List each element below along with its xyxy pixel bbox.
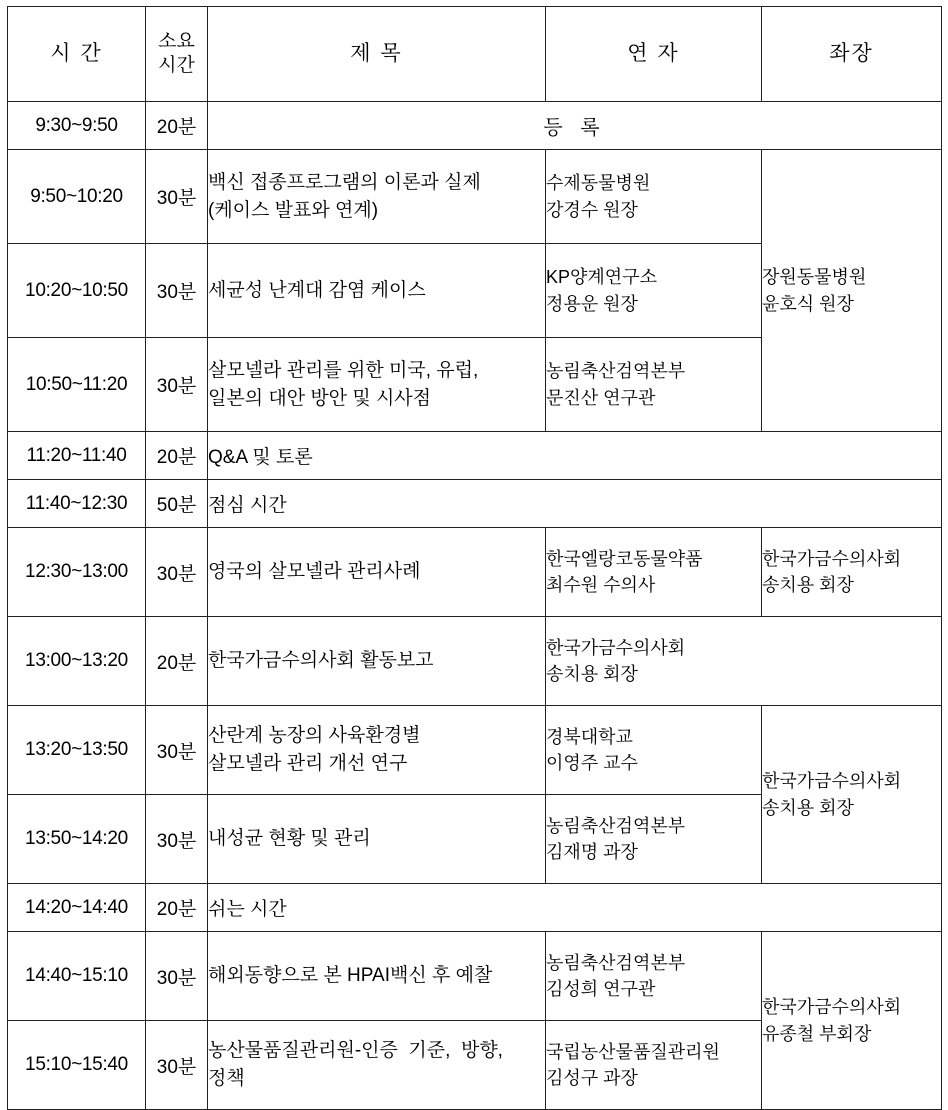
cell-title-line1: 한국가금수의사회 활동보고 (208, 650, 434, 672)
cell-speaker (546, 150, 762, 244)
cell-title (208, 706, 546, 795)
cell-time: 9:30~9:50 (8, 102, 146, 150)
cell-speaker-line1: 한국가금수의사회 (546, 637, 686, 658)
cell-duration: 30분 (146, 932, 208, 1021)
cell-speaker (546, 338, 762, 432)
header-duration (146, 7, 208, 102)
cell-title-line1: 해외동향으로 본 HPAI백신 후 예찰 (208, 965, 493, 987)
cell-duration: 30분 (146, 706, 208, 795)
cell-title-line1: 세균성 난계대 감염 케이스 (208, 279, 426, 301)
cell-chair-line2: 송치용 회장 (762, 575, 854, 595)
cell-title (208, 1021, 546, 1110)
cell-time: 13:20~13:50 (8, 706, 146, 795)
cell-time: 13:50~14:20 (8, 795, 146, 884)
cell-speaker-line2: 김재명 과장 (546, 842, 638, 862)
cell-title-line1: 산란계 농장의 사육환경별 (208, 725, 421, 747)
header-duration-line1: 소요 (158, 31, 195, 53)
program-schedule-table (7, 6, 942, 1110)
cell-time: 9:50~10:20 (8, 150, 146, 244)
cell-speaker-line1: 수제동물병원 (546, 173, 651, 194)
cell-speaker-line1: KP양계연구소 (546, 267, 657, 288)
table-header-row (8, 7, 942, 102)
cell-speaker-line2: 김성희 연구관 (546, 979, 656, 999)
cell-time: 15:10~15:40 (8, 1021, 146, 1110)
cell-chair-line1: 한국가금수의사회 (762, 997, 902, 1018)
header-time: 시 간 (8, 7, 146, 102)
cell-speaker-line2: 송치용 회장 (546, 664, 638, 684)
cell-speaker (546, 706, 762, 795)
cell-chair (762, 706, 942, 884)
cell-span-text: 점심 시간 (208, 480, 942, 528)
cell-speaker-line2: 김성구 과장 (546, 1068, 638, 1088)
header-duration-line2: 시간 (158, 55, 195, 76)
cell-span-text: 등 록 (208, 102, 942, 150)
cell-title-line1: 농산물품질관리원-인증 기준, 방향, (208, 1040, 503, 1062)
cell-speaker (546, 244, 762, 338)
cell-duration: 20분 (146, 884, 208, 932)
table-row (8, 432, 942, 480)
cell-duration: 20분 (146, 432, 208, 480)
cell-title-line1: 영국의 살모넬라 관리사례 (208, 561, 421, 583)
cell-time: 11:40~12:30 (8, 480, 146, 528)
cell-time: 10:20~10:50 (8, 244, 146, 338)
cell-time: 12:30~13:00 (8, 528, 146, 617)
cell-title (208, 150, 546, 244)
cell-title (208, 617, 546, 706)
cell-title-line2: 정책 (208, 1068, 245, 1089)
cell-duration: 30분 (146, 150, 208, 244)
cell-duration: 50분 (146, 480, 208, 528)
cell-title-line2: (케이스 발표와 연계) (208, 199, 379, 221)
cell-speaker (546, 617, 942, 706)
table-row (8, 480, 942, 528)
cell-duration: 30분 (146, 795, 208, 884)
cell-title (208, 338, 546, 432)
cell-chair (762, 932, 942, 1110)
cell-speaker (546, 795, 762, 884)
cell-chair-line1: 한국가금수의사회 (762, 548, 902, 569)
table-row (8, 932, 942, 1021)
cell-title-line2: 살모넬라 관리 개선 연구 (208, 753, 408, 774)
cell-speaker-line2: 이영주 교수 (546, 753, 638, 773)
header-title: 제 목 (208, 7, 546, 102)
cell-title-line1: 내성균 현황 및 관리 (208, 828, 371, 850)
cell-speaker-line1: 경북대학교 (546, 726, 633, 747)
cell-speaker-line2: 문진산 연구관 (546, 387, 656, 408)
cell-title (208, 932, 546, 1021)
cell-title (208, 795, 546, 884)
cell-speaker-line2: 최수원 수의사 (546, 575, 656, 595)
cell-speaker-line1: 농림축산검역본부 (546, 815, 686, 836)
table-row (8, 150, 942, 244)
header-speaker: 연 자 (546, 7, 762, 102)
cell-duration: 30분 (146, 338, 208, 432)
cell-time: 11:20~11:40 (8, 432, 146, 480)
cell-time: 13:00~13:20 (8, 617, 146, 706)
header-chair: 좌장 (762, 7, 942, 102)
cell-title (208, 244, 546, 338)
table-row (8, 884, 942, 932)
cell-speaker-line2: 정용운 원장 (546, 293, 638, 314)
cell-title-line2: 일본의 대안 방안 및 시사점 (208, 387, 432, 409)
cell-speaker-line2: 강경수 원장 (546, 199, 638, 220)
cell-speaker-line1: 국립농산물품질관리원 (546, 1041, 720, 1062)
cell-speaker-line1: 한국엘랑코동물약품 (546, 548, 703, 569)
table-row (8, 528, 942, 617)
cell-duration: 20분 (146, 617, 208, 706)
cell-title-line1: 살모넬라 관리를 위한 미국, 유럽, (208, 359, 479, 381)
cell-chair-line2: 송치용 회장 (762, 797, 854, 818)
cell-duration: 30분 (146, 528, 208, 617)
cell-span-text: 쉬는 시간 (208, 884, 942, 932)
cell-time: 10:50~11:20 (8, 338, 146, 432)
cell-duration: 30분 (146, 244, 208, 338)
cell-chair-line1: 한국가금수의사회 (762, 771, 902, 792)
cell-speaker (546, 932, 762, 1021)
cell-chair-line2: 윤호식 원장 (762, 293, 854, 314)
cell-title-line1: 백신 접종프로그램의 이론과 실제 (208, 171, 481, 193)
cell-speaker-line1: 농림축산검역본부 (546, 361, 686, 382)
cell-span-text: Q&A 및 토론 (208, 432, 942, 480)
cell-speaker-line1: 농림축산검역본부 (546, 952, 686, 973)
cell-chair (762, 150, 942, 432)
table-row (8, 102, 942, 150)
cell-chair-line1: 장원동물병원 (762, 267, 867, 288)
cell-speaker (546, 1021, 762, 1110)
table-row (8, 617, 942, 706)
cell-time: 14:40~15:10 (8, 932, 146, 1021)
cell-duration: 30분 (146, 1021, 208, 1110)
cell-duration: 20분 (146, 102, 208, 150)
cell-speaker (546, 528, 762, 617)
cell-time: 14:20~14:40 (8, 884, 146, 932)
cell-title (208, 528, 546, 617)
cell-chair (762, 528, 942, 617)
cell-chair-line2: 유종철 부회장 (762, 1023, 872, 1044)
table-row (8, 706, 942, 795)
